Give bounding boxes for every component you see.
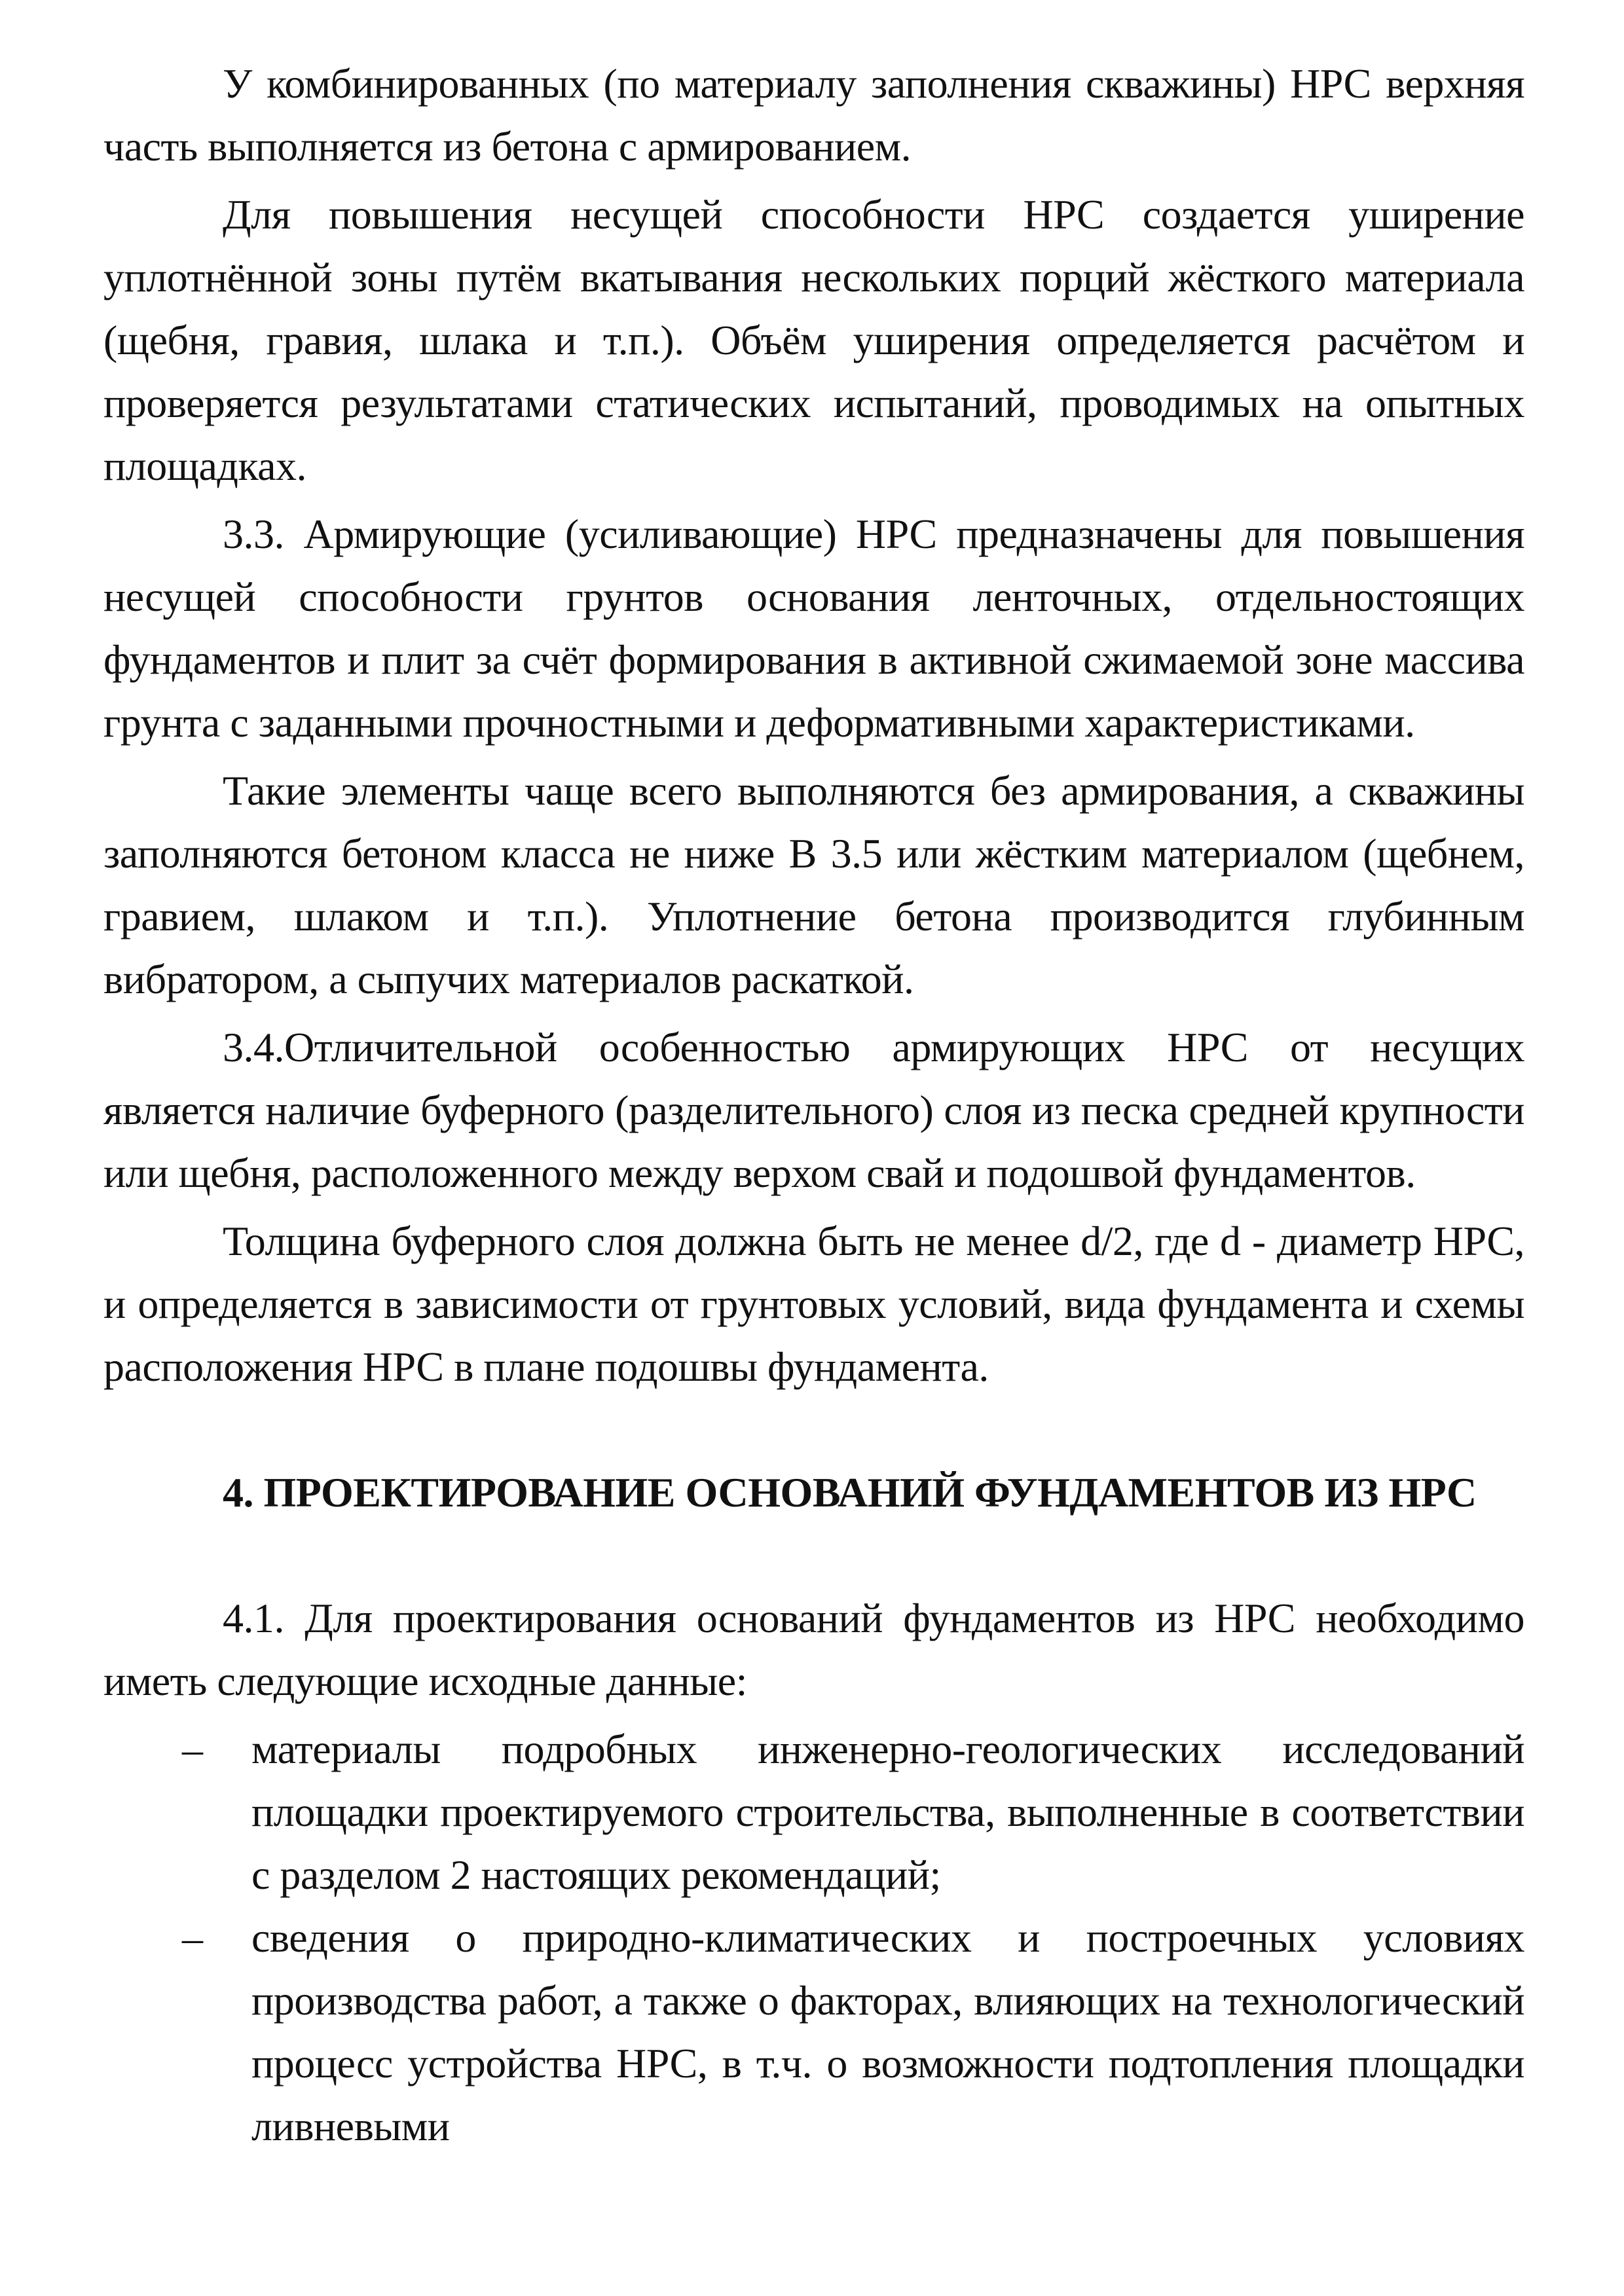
- list-item-text: материалы подробных инженерно-геологических исследований площадки проектируемого строительства, выполненные в соответствии с разделом 2 настоящих рекомендаций;: [251, 1726, 1524, 1898]
- source-data-list: [103, 1718, 1524, 2158]
- paragraph-3-3: 3.3. Армирующие (усиливающие) НРС предназначены для повышения несущей способности грунтов основания ленточных, отдельностоящих фундаментов и плит за счёт формирования в активной сжимаемой зоне массива грунта с заданными прочностными и деформативными характеристиками.: [103, 511, 1524, 746]
- list-item: [103, 1906, 1524, 2158]
- document-page: [103, 52, 1524, 2158]
- paragraph-combined-nrs: У комбинированных (по материалу заполнения скважины) НРС верхняя часть выполняется из бетона с армированием.: [103, 60, 1524, 170]
- list-dash: –: [182, 1726, 203, 1772]
- section-heading: 4. ПРОЕКТИРОВАНИЕ ОСНОВАНИЙ ФУНДАМЕНТОВ ИЗ НРС: [223, 1469, 1477, 1516]
- paragraph-buffer-thickness: Толщина буферного слоя должна быть не менее d/2, где d - диаметр НРС, и определяется в зависимости от грунтовых условий, вида фундамента и схемы расположения НРС в плане подошвы фундамента.: [103, 1218, 1524, 1390]
- paragraph-3-4: 3.4.Отличительной особенностью армирующих НРС от несущих является наличие буферного (разделительного) слоя из песка средней крупности или щебня, расположенного между верхом свай и подошвой фундаментов.: [103, 1024, 1524, 1196]
- paragraph-4-1: 4.1. Для проектирования оснований фундаментов из НРС необходимо иметь следующие исходные данные:: [103, 1595, 1524, 1704]
- paragraph-widening: Для повышения несущей способности НРС создается уширение уплотнённой зоны путём вкатывания нескольких порций жёсткого материала (щебня, гравия, шлака и т.п.). Объём уширения определяется расчётом и проверяется результатами статических испытаний, проводимых на опытных площадках.: [103, 191, 1524, 489]
- list-dash: –: [182, 1914, 203, 1961]
- list-item: [103, 1718, 1524, 1906]
- paragraph-elements: Такие элементы чаще всего выполняются без армирования, а скважины заполняются бетоном класса не ниже В 3.5 или жёстким материалом (щебнем, гравием, шлаком и т.п.). Уплотнение бетона производится глубинным вибратором, а сыпучих материалов раскаткой.: [103, 767, 1524, 1002]
- list-item-text: сведения о природно-климатических и построечных условиях производства работ, а также о факторах, влияющих на технологический процесс устройства НРС, в т.ч. о возможности подтопления площадки ливневыми: [251, 1914, 1524, 2149]
